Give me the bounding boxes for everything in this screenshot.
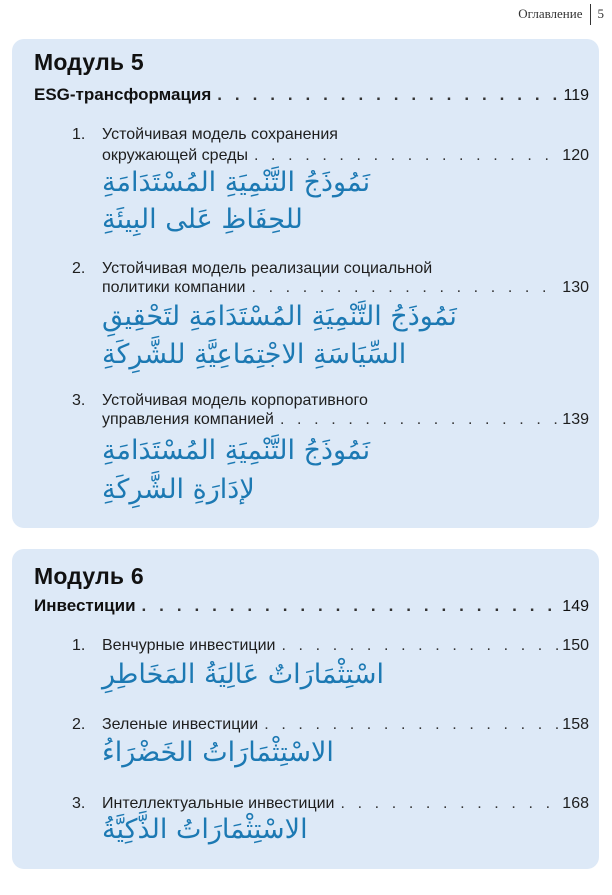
item-number: 2. [72,716,86,733]
module-title: Модуль 6 [34,563,144,589]
section-label: Инвестиции [34,596,136,615]
section-page-number: 119 [563,87,589,104]
item-title-line[interactable]: Устойчивая модель реализации социальной [102,260,433,277]
dot-leader [280,411,558,429]
arabic-title-line: الاسْتِثْمَارَاتُ الخَضْرَاءُ [102,737,334,768]
arabic-title-line: اسْتِثْمَارَاتٌ عَالِيَةُ المَخَاطِرِ [102,659,384,690]
toc-item-entry[interactable] [102,795,589,813]
dot-leader [254,147,558,165]
item-title-line[interactable]: Устойчивая модель сохранения [102,126,338,143]
arabic-title-line: نَمُوذَجُ التَّنْمِيَةِ المُسْتَدَامَةِ [102,167,371,198]
dot-leader [281,637,558,655]
item-number: 2. [72,260,86,277]
dot-leader [217,85,559,105]
module-6-card [12,549,599,869]
arabic-title-line: نَمُوذَجُ التَّنْمِيَةِ المُسْتَدَامَةِ لتَحْقِيقِ [102,301,457,332]
item-title-line[interactable]: Устойчивая модель корпоративного [102,392,368,409]
arabic-title-line: نَمُوذَجُ التَّنْمِيَةِ المُسْتَدَامَةِ [102,435,371,466]
section-page-number: 149 [562,598,589,615]
arabic-title-line: للحِفَاظِ عَلى البِيئَةِ [102,204,303,235]
item-number: 1. [72,126,86,143]
item-number: 1. [72,637,86,654]
item-title-line: окружающей среды [102,147,248,164]
running-header [518,3,604,25]
toc-item-entry[interactable] [102,279,589,297]
item-page-number: 158 [562,716,589,733]
dot-leader [264,716,558,734]
dot-leader [340,795,558,813]
toc-item-entry[interactable] [102,637,589,655]
item-number: 3. [72,795,86,812]
item-title-line: Интеллектуальные инвестиции [102,795,335,812]
dot-leader [251,279,558,297]
dot-leader [142,596,559,616]
item-title-line: Венчурные инвестиции [102,637,276,654]
toc-item-entry[interactable] [102,716,589,734]
item-page-number: 130 [562,279,589,296]
item-page-number: 120 [562,147,589,164]
toc-section-entry[interactable] [34,596,589,616]
toc-section-entry[interactable] [34,85,589,105]
module-5-card [12,39,599,528]
page-number: 5 [597,6,604,21]
running-header-title: Оглавление [518,6,583,21]
section-label: ESG-трансформация [34,85,212,104]
arabic-title-line: الاسْتِثْمَارَاتُ الذَّكِيَّةُ [102,814,308,845]
item-title-line: политики компании [102,279,246,296]
item-title-line: Зеленые инвестиции [102,716,259,733]
arabic-title-line: لإدَارَةِ الشَّرِكَةِ [102,474,255,505]
module-title: Модуль 5 [34,49,144,75]
header-divider [590,4,591,25]
item-page-number: 139 [562,411,589,428]
toc-item-entry[interactable] [102,411,589,429]
item-page-number: 150 [562,637,589,654]
arabic-title-line: السِّيَاسَةِ الاجْتِمَاعِيَّةِ للشَّرِكَةِ [102,339,407,370]
item-number: 3. [72,392,86,409]
item-page-number: 168 [562,795,589,812]
toc-item-entry[interactable] [102,147,589,165]
item-title-line: управления компанией [102,411,274,428]
